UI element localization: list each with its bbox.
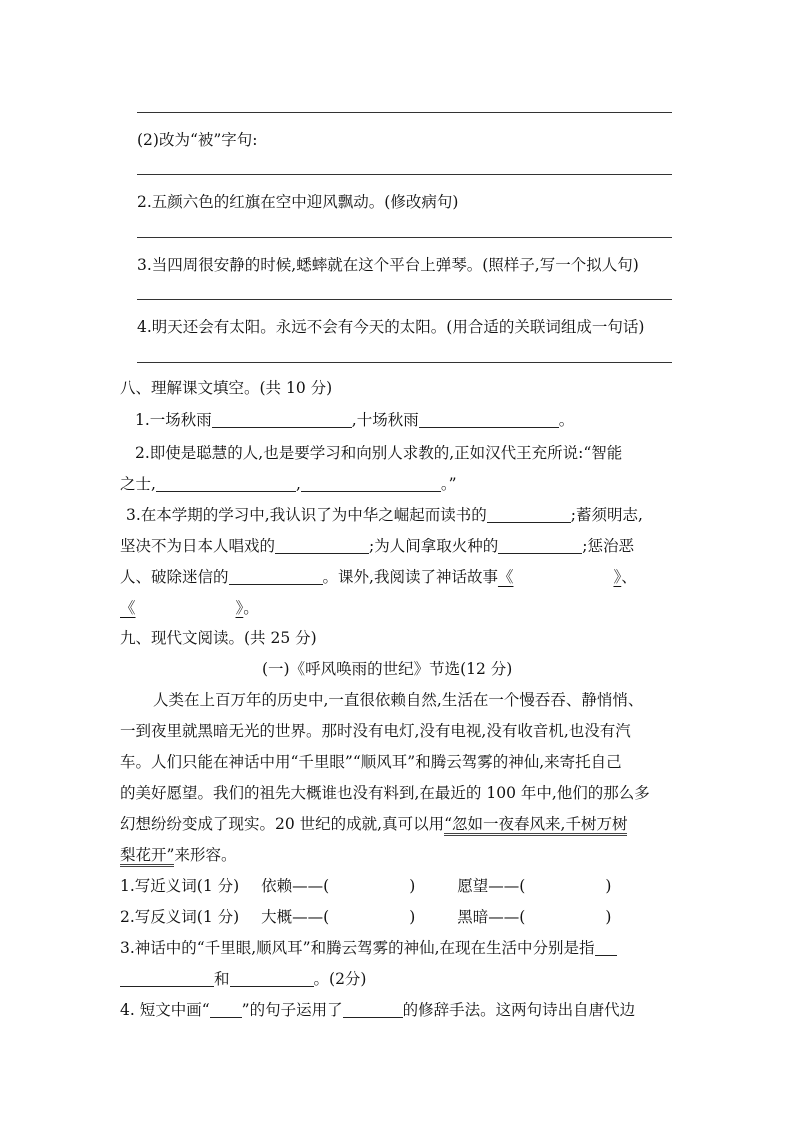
s8-question-2-line1: 2.即使是聪慧的人,也是要学习和向别人求教的,正如汉代王充所说:“智能: [135, 444, 623, 462]
fill-blank[interactable]: [343, 1001, 403, 1018]
book-title-blank[interactable]: 《 》: [497, 568, 622, 586]
section-8-heading: 八、理解课文填空。(共 10 分): [120, 379, 333, 397]
rewrite-item-4: 4.明天还会有太阳。永远不会有今天的太阳。(用合适的关联词组成一句话): [137, 318, 645, 336]
answer-line[interactable]: [137, 112, 672, 113]
fill-blank[interactable]: [275, 537, 369, 554]
underline-sample: [210, 1001, 242, 1018]
section-9-heading: 九、现代文阅读。(共 25 分): [120, 629, 317, 647]
passage-line: 幻想纷纷变成了现实。20 世纪的成就,真可以用“忽如一夜春风来,千树万树: [120, 812, 627, 834]
s8-question-3-line1: 3.在本学期的学习中,我认识了为中华之崛起而读书的 ;蓄须明志,: [126, 506, 643, 524]
fill-blank[interactable]: [212, 411, 352, 428]
passage-line: 人类在上百万年的历史中,一直很依赖自然,生活在一个慢吞吞、静悄悄、: [153, 691, 644, 709]
fill-blank[interactable]: [229, 568, 323, 585]
s8-question-2-line2: 之士, , 。”: [120, 475, 457, 493]
fill-blank[interactable]: [230, 970, 314, 987]
fill-blank[interactable]: [156, 475, 296, 492]
fill-blank[interactable]: [301, 475, 441, 492]
answer-line[interactable]: [137, 174, 672, 175]
passage-line: 梨花开”来形容。: [120, 843, 236, 865]
passage-line: 一到夜里就黑暗无光的世界。那时没有电灯,没有电视,没有收音机,也没有汽: [120, 722, 631, 740]
s8-question-3-line4: 《 》。: [120, 599, 259, 617]
book-title-blank[interactable]: 《 》: [120, 599, 244, 617]
answer-line[interactable]: [137, 237, 672, 238]
s9-question-1: 1.写近义词(1 分) 依赖——( ) 愿望——( ): [120, 877, 612, 895]
marked-sentence: 梨花开”: [120, 846, 174, 867]
fill-blank[interactable]: [498, 537, 582, 554]
fill-blank[interactable]: [419, 411, 559, 428]
answer-line[interactable]: [137, 299, 672, 300]
passage-title: (一)《呼风唤雨的世纪》节选(12 分): [262, 660, 513, 678]
s9-question-4: 4. 短文中画“ ”的句子运用了 的修辞手法。这两句诗出自唐代边: [120, 1001, 636, 1019]
rewrite-item-2-2: (2)改为“被”字句:: [137, 131, 258, 149]
marked-sentence: “忽如一夜春风来,千树万树: [444, 815, 627, 836]
rewrite-item-2: 2.五颜六色的红旗在空中迎风飘动。(修改病句): [137, 193, 459, 211]
s9-question-3-line2: 和 。(2分): [120, 967, 366, 989]
s9-question-3-line1: 3.神话中的“千里眼,顺风耳”和腾云驾雾的神仙,在现在生活中分别是指: [120, 936, 617, 958]
fill-blank[interactable]: [595, 939, 617, 956]
s8-question-3-line2: 坚决不为日本人唱戏的 ;为人间拿取火种的 ;惩治恶: [120, 537, 634, 555]
s8-question-3-line3: 人、破除迷信的 。课外,我阅读了神话故事《 》、: [120, 568, 637, 586]
rewrite-item-3: 3.当四周很安静的时候,蟋蟀就在这个平台上弹琴。(照样子,写一个拟人句): [137, 256, 639, 274]
passage-line: 车。人们只能在神话中用“千里眼”“顺风耳”和腾云驾雾的神仙,来寄托自己: [120, 753, 622, 771]
fill-blank[interactable]: [487, 506, 571, 523]
s8-question-1: 1.一场秋雨 ,十场秋雨 。: [135, 411, 575, 429]
passage-line: 的美好愿望。我们的祖先大概谁也没有料到,在最近的 100 年中,他们的那么多: [120, 784, 650, 802]
fill-blank[interactable]: [120, 970, 214, 987]
s9-question-2: 2.写反义词(1 分) 大概——( ) 黑暗——( ): [120, 908, 612, 926]
answer-line[interactable]: [137, 362, 672, 363]
